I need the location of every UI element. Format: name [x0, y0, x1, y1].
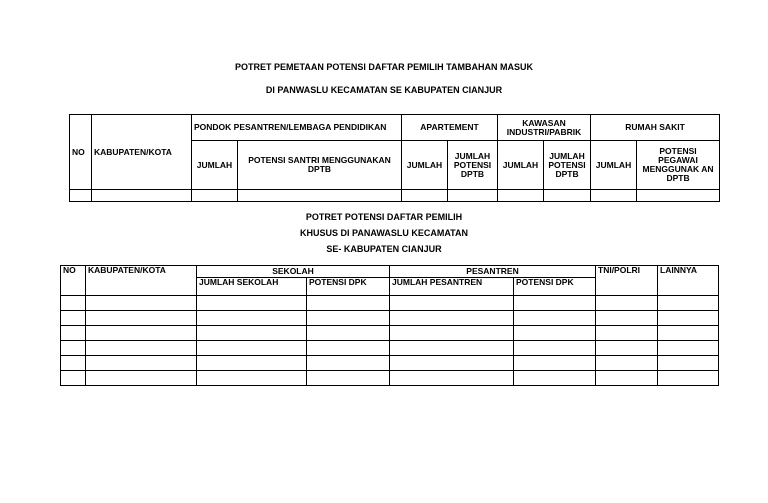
header-jumlah-pesantren: JUMLAH PESANTREN: [390, 278, 514, 296]
table-row: [70, 190, 720, 202]
cell[interactable]: [61, 341, 86, 356]
header-apartement-jumlah: JUMLAH: [402, 141, 448, 190]
cell[interactable]: [514, 356, 596, 371]
header-pondok-jumlah: JUMLAH: [192, 141, 238, 190]
header-sekolah: SEKOLAH: [197, 266, 390, 278]
cell[interactable]: [86, 311, 197, 326]
header-apartement-potensi: JUMLAH POTENSI DPTB: [448, 141, 498, 190]
cell[interactable]: [86, 356, 197, 371]
dptb-table: [69, 114, 720, 202]
cell[interactable]: [658, 341, 719, 356]
header-pondok-pesantren: PONDOK PESANTREN/LEMBAGA PENDIDIKAN: [192, 115, 402, 141]
dpk-table: [60, 265, 719, 386]
header-tni-polri: TNI/POLRI: [596, 266, 658, 296]
header-rs-potensi: POTENSI PEGAWAI MENGGUNAK AN DPTB: [637, 141, 720, 190]
cell[interactable]: [390, 311, 514, 326]
cell[interactable]: [390, 296, 514, 311]
header-pesantren: PESANTREN: [390, 266, 596, 278]
cell[interactable]: [86, 341, 197, 356]
cell[interactable]: [307, 341, 390, 356]
cell[interactable]: [591, 190, 637, 202]
cell[interactable]: [658, 371, 719, 386]
header-pondok-potensi: POTENSI SANTRI MENGGUNAKAN DPTB: [238, 141, 402, 190]
cell[interactable]: [197, 356, 307, 371]
cell[interactable]: [658, 311, 719, 326]
cell[interactable]: [596, 341, 658, 356]
header-no: NO: [61, 266, 86, 296]
cell[interactable]: [307, 326, 390, 341]
table-row: [61, 371, 719, 386]
cell[interactable]: [658, 326, 719, 341]
doc2-title-line1: POTRET POTENSI DAFTAR PEMILIH: [305, 212, 463, 222]
table-row: [61, 326, 719, 341]
header-lainnya: LAINNYA: [658, 266, 719, 296]
cell[interactable]: [197, 341, 307, 356]
table-row: [61, 311, 719, 326]
cell[interactable]: [390, 326, 514, 341]
header-kawasan-potensi: JUMLAH POTENSI DPTB: [544, 141, 591, 190]
cell[interactable]: [596, 311, 658, 326]
header-jumlah-sekolah: JUMLAH SEKOLAH: [197, 278, 307, 296]
table-row: [61, 356, 719, 371]
cell[interactable]: [390, 371, 514, 386]
cell[interactable]: [197, 311, 307, 326]
cell[interactable]: [238, 190, 402, 202]
cell[interactable]: [544, 190, 591, 202]
cell[interactable]: [637, 190, 720, 202]
table-row: [61, 341, 719, 356]
header-kawasan-industri: KAWASAN INDUSTRI/PABRIK: [498, 115, 591, 141]
cell[interactable]: [514, 311, 596, 326]
doc1-title-line2: DI PANWASLU KECAMATAN SE KABUPATEN CIANJUR: [265, 85, 503, 95]
cell[interactable]: [197, 296, 307, 311]
header-apartement: APARTEMENT: [402, 115, 498, 141]
table-row: [61, 296, 719, 311]
cell[interactable]: [658, 356, 719, 371]
cell[interactable]: [658, 296, 719, 311]
cell[interactable]: [596, 356, 658, 371]
doc1-title-line1: POTRET PEMETAAN POTENSI DAFTAR PEMILIH TAMBAHAN MASUK: [235, 62, 533, 72]
doc2-title-line3: SE- KABUPATEN CIANJUR: [326, 244, 442, 254]
cell[interactable]: [514, 371, 596, 386]
header-rs-jumlah: JUMLAH: [591, 141, 637, 190]
cell[interactable]: [307, 356, 390, 371]
cell[interactable]: [86, 326, 197, 341]
cell[interactable]: [514, 341, 596, 356]
cell[interactable]: [197, 326, 307, 341]
cell[interactable]: [402, 190, 448, 202]
cell[interactable]: [61, 356, 86, 371]
cell[interactable]: [514, 326, 596, 341]
cell[interactable]: [596, 326, 658, 341]
cell[interactable]: [61, 371, 86, 386]
cell[interactable]: [307, 311, 390, 326]
cell[interactable]: [61, 326, 86, 341]
doc2-title-line2: KHUSUS DI PANAWASLU KECAMATAN: [300, 228, 468, 238]
cell[interactable]: [197, 371, 307, 386]
cell[interactable]: [70, 190, 92, 202]
cell[interactable]: [86, 296, 197, 311]
cell[interactable]: [307, 296, 390, 311]
cell[interactable]: [390, 341, 514, 356]
header-kabupaten: KABUPATEN/KOTA: [86, 266, 197, 296]
header-rumah-sakit: RUMAH SAKIT: [591, 115, 720, 141]
cell[interactable]: [498, 190, 544, 202]
cell[interactable]: [307, 371, 390, 386]
header-kawasan-jumlah: JUMLAH: [498, 141, 544, 190]
header-no: NO: [70, 115, 92, 190]
cell[interactable]: [61, 296, 86, 311]
cell[interactable]: [596, 371, 658, 386]
cell[interactable]: [514, 296, 596, 311]
cell[interactable]: [192, 190, 238, 202]
header-potensi-dpk-sekolah: POTENSI DPK: [307, 278, 390, 296]
cell[interactable]: [92, 190, 192, 202]
cell[interactable]: [448, 190, 498, 202]
header-kabupaten: KABUPATEN/KOTA: [92, 115, 192, 190]
cell[interactable]: [86, 371, 197, 386]
cell[interactable]: [61, 311, 86, 326]
header-potensi-dpk-pesantren: POTENSI DPK: [514, 278, 596, 296]
cell[interactable]: [390, 356, 514, 371]
cell[interactable]: [596, 296, 658, 311]
